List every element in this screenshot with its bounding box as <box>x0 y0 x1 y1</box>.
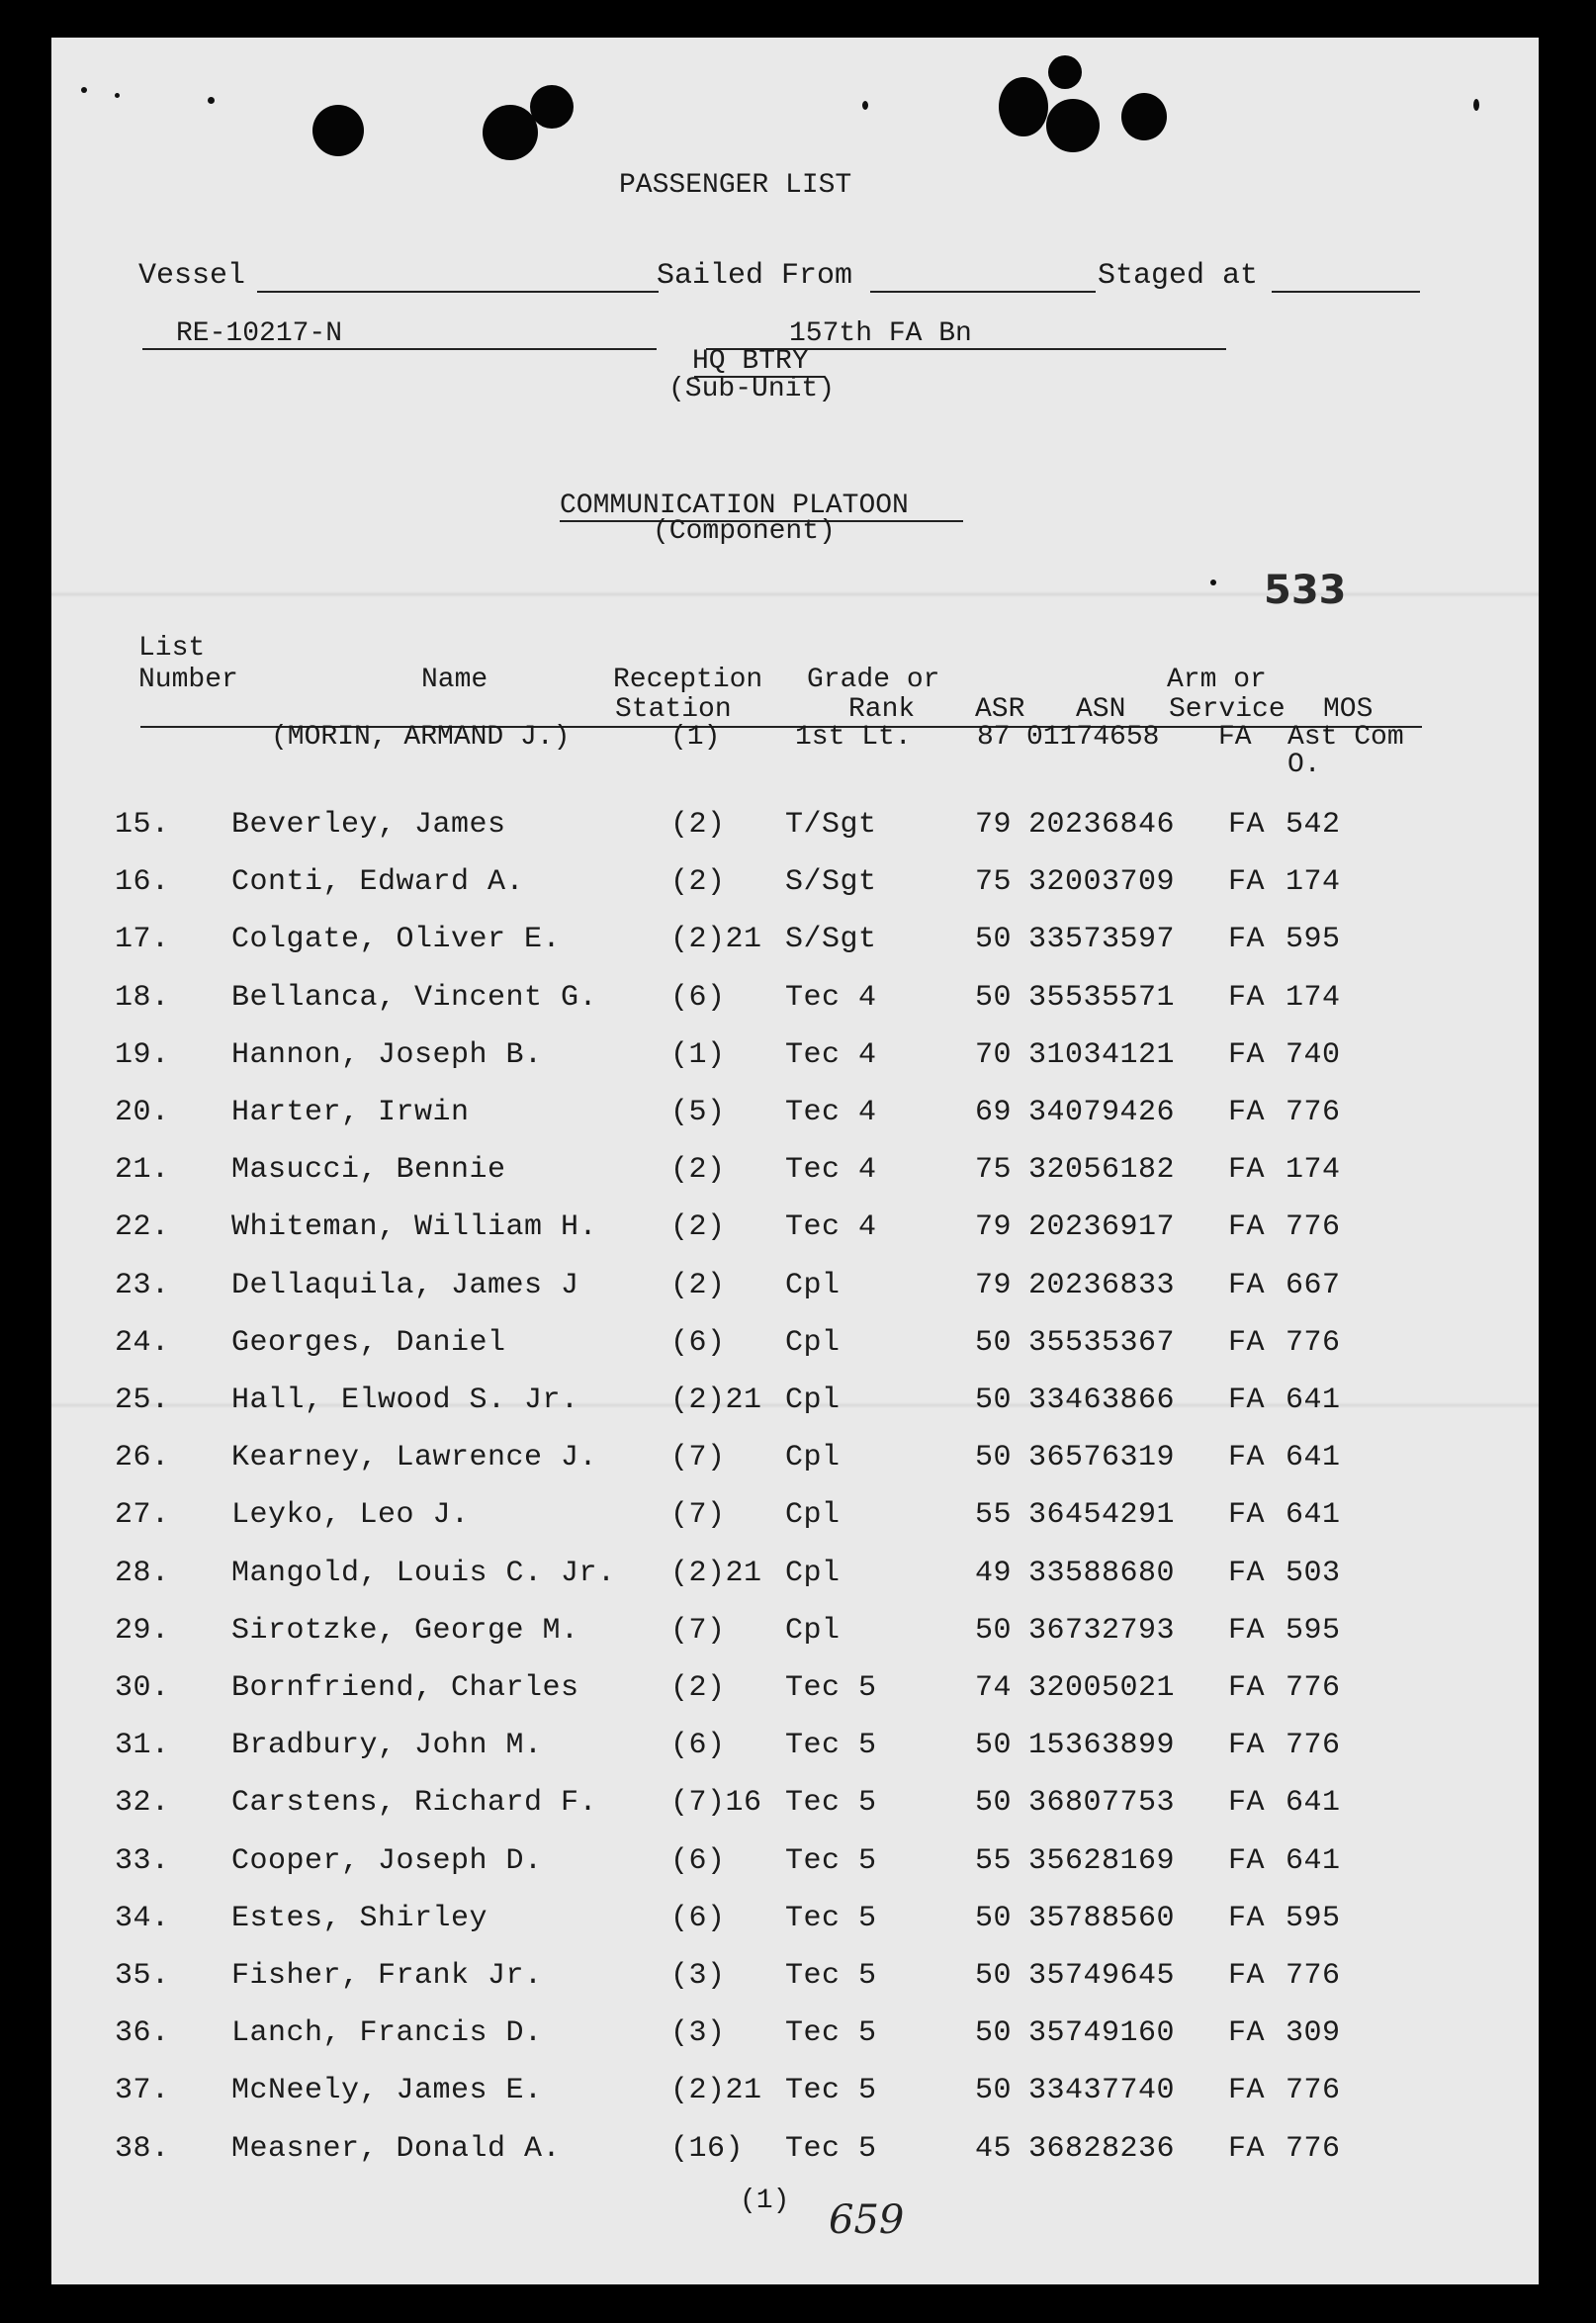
row-reception-station: (7)16 <box>670 1786 762 1820</box>
header-asr: ASR <box>975 694 1025 725</box>
header-grade-rank: Rank <box>848 694 916 725</box>
row-number: 21. <box>115 1153 170 1187</box>
sub-unit-value: HQ BTRY <box>692 346 809 377</box>
row-rank: Tec 4 <box>785 1153 877 1187</box>
row-number: 30. <box>115 1671 170 1705</box>
row-asn: 36454291 <box>1028 1498 1176 1532</box>
speck <box>208 97 215 104</box>
row-rank: Cpl <box>785 1326 841 1360</box>
row-name: Colgate, Oliver E. <box>231 923 562 956</box>
punch-hole <box>312 105 364 156</box>
row-arm-service: FA <box>1228 1844 1266 1878</box>
row-reception-station: (2) <box>670 1210 726 1244</box>
speck <box>81 87 87 93</box>
table-row <box>51 862 1539 902</box>
officer-name: (MORIN, ARMAND J.) <box>271 722 571 753</box>
row-asn: 36576319 <box>1028 1441 1176 1474</box>
row-mos: 667 <box>1286 1269 1341 1302</box>
row-rank: Cpl <box>785 1614 841 1648</box>
row-name: Conti, Edward A. <box>231 865 525 899</box>
row-rank: Tec 5 <box>785 1844 877 1878</box>
row-asr: 50 <box>975 1729 1013 1762</box>
row-reception-station: (7) <box>670 1441 726 1474</box>
row-number: 36. <box>115 2016 170 2050</box>
row-asn: 32056182 <box>1028 1153 1176 1187</box>
row-name: Hannon, Joseph B. <box>231 1038 543 1072</box>
row-asn: 35749645 <box>1028 1959 1176 1993</box>
row-asr: 45 <box>975 2132 1013 2166</box>
row-mos: 309 <box>1286 2016 1341 2050</box>
table-row <box>51 1266 1539 1305</box>
row-asr: 55 <box>975 1498 1013 1532</box>
row-arm-service: FA <box>1228 1096 1266 1129</box>
row-reception-station: (2) <box>670 1153 726 1187</box>
row-arm-service: FA <box>1228 865 1266 899</box>
row-asn: 33437740 <box>1028 2074 1176 2107</box>
row-rank: Tec 5 <box>785 2132 877 2166</box>
handwritten-number: 659 <box>829 2197 905 2243</box>
row-reception-station: (2)21 <box>670 923 762 956</box>
row-asr: 50 <box>975 1959 1013 1993</box>
row-asr: 49 <box>975 1557 1013 1590</box>
row-asn: 35535367 <box>1028 1326 1176 1360</box>
row-name: Kearney, Lawrence J. <box>231 1441 598 1474</box>
punch-hole <box>530 85 574 129</box>
row-arm-service: FA <box>1228 1441 1266 1474</box>
row-arm-service: FA <box>1228 1614 1266 1648</box>
vessel-value-underline <box>142 348 657 350</box>
row-number: 27. <box>115 1498 170 1532</box>
row-name: Carstens, Richard F. <box>231 1786 598 1820</box>
row-rank: Tec 5 <box>785 1671 877 1705</box>
row-asr: 50 <box>975 1326 1013 1360</box>
row-reception-station: (6) <box>670 981 726 1015</box>
row-asn: 20236833 <box>1028 1269 1176 1302</box>
row-mos: 542 <box>1286 808 1341 842</box>
row-number: 19. <box>115 1038 170 1072</box>
row-arm-service: FA <box>1228 1959 1266 1993</box>
row-asn: 35788560 <box>1028 1902 1176 1935</box>
header-name: Name <box>421 665 488 695</box>
header-arm-service: Service <box>1169 694 1286 725</box>
row-mos: 641 <box>1286 1384 1341 1417</box>
row-name: Beverley, James <box>231 808 506 842</box>
row-rank: Cpl <box>785 1384 841 1417</box>
row-name: Leyko, Leo J. <box>231 1498 470 1532</box>
row-arm-service: FA <box>1228 1729 1266 1762</box>
table-row <box>51 1381 1539 1420</box>
row-rank: Cpl <box>785 1269 841 1302</box>
table-row <box>51 1323 1539 1363</box>
row-asn: 20236917 <box>1028 1210 1176 1244</box>
row-mos: 776 <box>1286 1959 1341 1993</box>
row-asr: 69 <box>975 1096 1013 1129</box>
table-row <box>51 1841 1539 1881</box>
row-arm-service: FA <box>1228 2132 1266 2166</box>
row-name: Dellaquila, James J <box>231 1269 579 1302</box>
row-asn: 35535571 <box>1028 981 1176 1015</box>
table-row <box>51 805 1539 845</box>
row-rank: S/Sgt <box>785 923 877 956</box>
table-row <box>51 1495 1539 1535</box>
punch-hole <box>1121 93 1167 140</box>
document-title: PASSENGER LIST <box>619 170 852 201</box>
row-arm-service: FA <box>1228 1384 1266 1417</box>
officer-mos: Ast Com <box>1287 722 1404 753</box>
row-reception-station: (2)21 <box>670 1557 762 1590</box>
row-reception-station: (2) <box>670 1671 726 1705</box>
row-number: 38. <box>115 2132 170 2166</box>
officer-asn: 01174658 <box>1026 722 1160 753</box>
row-number: 23. <box>115 1269 170 1302</box>
row-reception-station: (6) <box>670 1326 726 1360</box>
table-row <box>51 1207 1539 1247</box>
row-arm-service: FA <box>1228 2016 1266 2050</box>
table-row <box>51 1093 1539 1132</box>
stamp-number: 533 <box>1264 568 1347 613</box>
officer-arm: FA <box>1218 722 1252 753</box>
row-asr: 74 <box>975 1671 1013 1705</box>
row-mos: 641 <box>1286 1786 1341 1820</box>
officer-mos: O. <box>1287 750 1321 780</box>
row-number: 32. <box>115 1786 170 1820</box>
row-mos: 641 <box>1286 1498 1341 1532</box>
row-asr: 75 <box>975 865 1013 899</box>
row-number: 15. <box>115 808 170 842</box>
table-row <box>51 920 1539 959</box>
row-mos: 776 <box>1286 2132 1341 2166</box>
header-mos: MOS <box>1323 694 1374 725</box>
row-asn: 32003709 <box>1028 865 1176 899</box>
row-name: Measner, Donald A. <box>231 2132 562 2166</box>
punch-hole <box>999 77 1048 136</box>
component-label: (Component) <box>653 516 836 547</box>
row-asr: 50 <box>975 1614 1013 1648</box>
row-number: 22. <box>115 1210 170 1244</box>
row-reception-station: (3) <box>670 1959 726 1993</box>
row-reception-station: (2) <box>670 808 726 842</box>
table-row <box>51 978 1539 1018</box>
component-value: COMMUNICATION PLATOON <box>560 491 909 521</box>
row-name: Bellanca, Vincent G. <box>231 981 598 1015</box>
row-asr: 50 <box>975 1902 1013 1935</box>
row-number: 26. <box>115 1441 170 1474</box>
row-mos: 641 <box>1286 1441 1341 1474</box>
sub-unit-label: (Sub-Unit) <box>668 374 836 404</box>
row-asr: 55 <box>975 1844 1013 1878</box>
officer-asr: 87 <box>977 722 1011 753</box>
row-mos: 641 <box>1286 1844 1341 1878</box>
row-asn: 35749160 <box>1028 2016 1176 2050</box>
row-rank: Tec 4 <box>785 1096 877 1129</box>
header-arm-service: Arm or <box>1167 665 1267 695</box>
row-rank: S/Sgt <box>785 865 877 899</box>
row-number: 17. <box>115 923 170 956</box>
row-arm-service: FA <box>1228 1786 1266 1820</box>
row-name: Bradbury, John M. <box>231 1729 543 1762</box>
table-row <box>51 1554 1539 1593</box>
row-reception-station: (6) <box>670 1729 726 1762</box>
row-asn: 32005021 <box>1028 1671 1176 1705</box>
row-reception-station: (7) <box>670 1498 726 1532</box>
row-number: 24. <box>115 1326 170 1360</box>
row-asn: 36732793 <box>1028 1614 1176 1648</box>
row-mos: 595 <box>1286 923 1341 956</box>
row-reception-station: (6) <box>670 1844 726 1878</box>
row-rank: Tec 5 <box>785 1729 877 1762</box>
row-arm-service: FA <box>1228 1498 1266 1532</box>
row-asr: 75 <box>975 1153 1013 1187</box>
staged-at-blank <box>1272 291 1420 293</box>
row-name: Fisher, Frank Jr. <box>231 1959 543 1993</box>
table-row <box>51 1726 1539 1765</box>
row-reception-station: (6) <box>670 1902 726 1935</box>
row-number: 20. <box>115 1096 170 1129</box>
row-mos: 776 <box>1286 1729 1341 1762</box>
row-rank: Cpl <box>785 1498 841 1532</box>
speck <box>1210 580 1216 585</box>
row-reception-station: (5) <box>670 1096 726 1129</box>
row-rank: Tec 5 <box>785 1959 877 1993</box>
punch-hole <box>1046 99 1100 152</box>
row-asr: 79 <box>975 1269 1013 1302</box>
row-asn: 15363899 <box>1028 1729 1176 1762</box>
row-asn: 34079426 <box>1028 1096 1176 1129</box>
row-arm-service: FA <box>1228 1902 1266 1935</box>
row-reception-station: (2) <box>670 865 726 899</box>
row-mos: 174 <box>1286 1153 1341 1187</box>
row-name: Estes, Shirley <box>231 1902 488 1935</box>
speck <box>1473 99 1479 111</box>
punch-hole <box>483 105 538 160</box>
row-asr: 50 <box>975 923 1013 956</box>
speck <box>115 93 120 98</box>
row-rank: Cpl <box>785 1557 841 1590</box>
sailed-from-label: Sailed From <box>657 259 853 293</box>
vessel-blank <box>257 291 659 293</box>
row-mos: 776 <box>1286 1326 1341 1360</box>
row-name: Mangold, Louis C. Jr. <box>231 1557 616 1590</box>
row-number: 35. <box>115 1959 170 1993</box>
document-page <box>51 38 1539 2284</box>
row-arm-service: FA <box>1228 981 1266 1015</box>
row-arm-service: FA <box>1228 1326 1266 1360</box>
table-row <box>51 1956 1539 1996</box>
table-row <box>51 1438 1539 1477</box>
row-asn: 33463866 <box>1028 1384 1176 1417</box>
row-arm-service: FA <box>1228 1269 1266 1302</box>
table-row <box>51 2013 1539 2053</box>
row-asn: 33588680 <box>1028 1557 1176 1590</box>
row-asn: 20236846 <box>1028 808 1176 842</box>
row-rank: Tec 5 <box>785 1786 877 1820</box>
table-row <box>51 1035 1539 1075</box>
row-number: 25. <box>115 1384 170 1417</box>
row-asr: 50 <box>975 1786 1013 1820</box>
row-arm-service: FA <box>1228 1038 1266 1072</box>
row-asr: 70 <box>975 1038 1013 1072</box>
speck <box>862 101 868 110</box>
row-asn: 35628169 <box>1028 1844 1176 1878</box>
row-name: Sirotzke, George M. <box>231 1614 579 1648</box>
row-reception-station: (2) <box>670 1269 726 1302</box>
row-asr: 50 <box>975 2074 1013 2107</box>
row-mos: 595 <box>1286 1902 1341 1935</box>
row-mos: 740 <box>1286 1038 1341 1072</box>
row-name: Masucci, Bennie <box>231 1153 506 1187</box>
page-number: (1) <box>740 2186 790 2216</box>
sailed-from-blank <box>870 291 1096 293</box>
row-name: Whiteman, William H. <box>231 1210 598 1244</box>
row-asr: 50 <box>975 1384 1013 1417</box>
row-rank: Cpl <box>785 1441 841 1474</box>
row-rank: Tec 4 <box>785 1038 877 1072</box>
row-asr: 50 <box>975 2016 1013 2050</box>
row-rank: Tec 4 <box>785 1210 877 1244</box>
row-reception-station: (7) <box>670 1614 726 1648</box>
row-number: 34. <box>115 1902 170 1935</box>
row-mos: 174 <box>1286 865 1341 899</box>
row-arm-service: FA <box>1228 923 1266 956</box>
table-row <box>51 1668 1539 1708</box>
table-row <box>51 1150 1539 1190</box>
row-reception-station: (1) <box>670 1038 726 1072</box>
row-reception-station: (16) <box>670 2132 745 2166</box>
row-name: Georges, Daniel <box>231 1326 506 1360</box>
row-reception-station: (3) <box>670 2016 726 2050</box>
row-name: Hall, Elwood S. Jr. <box>231 1384 579 1417</box>
row-mos: 776 <box>1286 1671 1341 1705</box>
vessel-value: RE-10217-N <box>176 318 343 349</box>
table-row <box>51 1611 1539 1651</box>
vessel-label: Vessel <box>138 259 246 293</box>
row-asn: 31034121 <box>1028 1038 1176 1072</box>
row-reception-station: (2)21 <box>670 2074 762 2107</box>
row-mos: 776 <box>1286 2074 1341 2107</box>
header-asn: ASN <box>1076 694 1126 725</box>
row-mos: 595 <box>1286 1614 1341 1648</box>
row-rank: T/Sgt <box>785 808 877 842</box>
punch-hole <box>1048 55 1082 89</box>
row-asr: 79 <box>975 1210 1013 1244</box>
row-asr: 50 <box>975 1441 1013 1474</box>
row-rank: Tec 5 <box>785 2074 877 2107</box>
row-number: 29. <box>115 1614 170 1648</box>
staged-at-label: Staged at <box>1098 259 1259 293</box>
officer-reception: (1) <box>670 722 721 753</box>
row-name: Bornfriend, Charles <box>231 1671 579 1705</box>
row-mos: 776 <box>1286 1096 1341 1129</box>
row-mos: 503 <box>1286 1557 1341 1590</box>
header-reception-station: Reception <box>613 665 763 695</box>
row-arm-service: FA <box>1228 1210 1266 1244</box>
row-number: 31. <box>115 1729 170 1762</box>
row-name: McNeely, James E. <box>231 2074 543 2107</box>
row-arm-service: FA <box>1228 1557 1266 1590</box>
row-rank: Tec 5 <box>785 1902 877 1935</box>
row-asn: 36807753 <box>1028 1786 1176 1820</box>
unit-value: 157th FA Bn <box>789 318 972 349</box>
row-number: 28. <box>115 1557 170 1590</box>
table-row <box>51 2071 1539 2110</box>
row-arm-service: FA <box>1228 1153 1266 1187</box>
row-asn: 33573597 <box>1028 923 1176 956</box>
row-number: 18. <box>115 981 170 1015</box>
row-number: 37. <box>115 2074 170 2107</box>
header-reception-station: Station <box>615 694 732 725</box>
row-asr: 79 <box>975 808 1013 842</box>
row-asr: 50 <box>975 981 1013 1015</box>
row-rank: Tec 5 <box>785 2016 877 2050</box>
row-mos: 776 <box>1286 1210 1341 1244</box>
header-grade-rank: Grade or <box>807 665 940 695</box>
row-name: Cooper, Joseph D. <box>231 1844 543 1878</box>
row-arm-service: FA <box>1228 1671 1266 1705</box>
table-row <box>51 1783 1539 1823</box>
table-row <box>51 1899 1539 1938</box>
header-list-number: List <box>138 633 206 664</box>
row-rank: Tec 4 <box>785 981 877 1015</box>
row-reception-station: (2)21 <box>670 1384 762 1417</box>
row-arm-service: FA <box>1228 2074 1266 2107</box>
row-number: 16. <box>115 865 170 899</box>
row-name: Lanch, Francis D. <box>231 2016 543 2050</box>
header-list-number: Number <box>138 665 238 695</box>
row-name: Harter, Irwin <box>231 1096 470 1129</box>
row-number: 33. <box>115 1844 170 1878</box>
table-row <box>51 2129 1539 2169</box>
officer-rank: 1st Lt. <box>795 722 912 753</box>
row-asn: 36828236 <box>1028 2132 1176 2166</box>
row-arm-service: FA <box>1228 808 1266 842</box>
row-mos: 174 <box>1286 981 1341 1015</box>
